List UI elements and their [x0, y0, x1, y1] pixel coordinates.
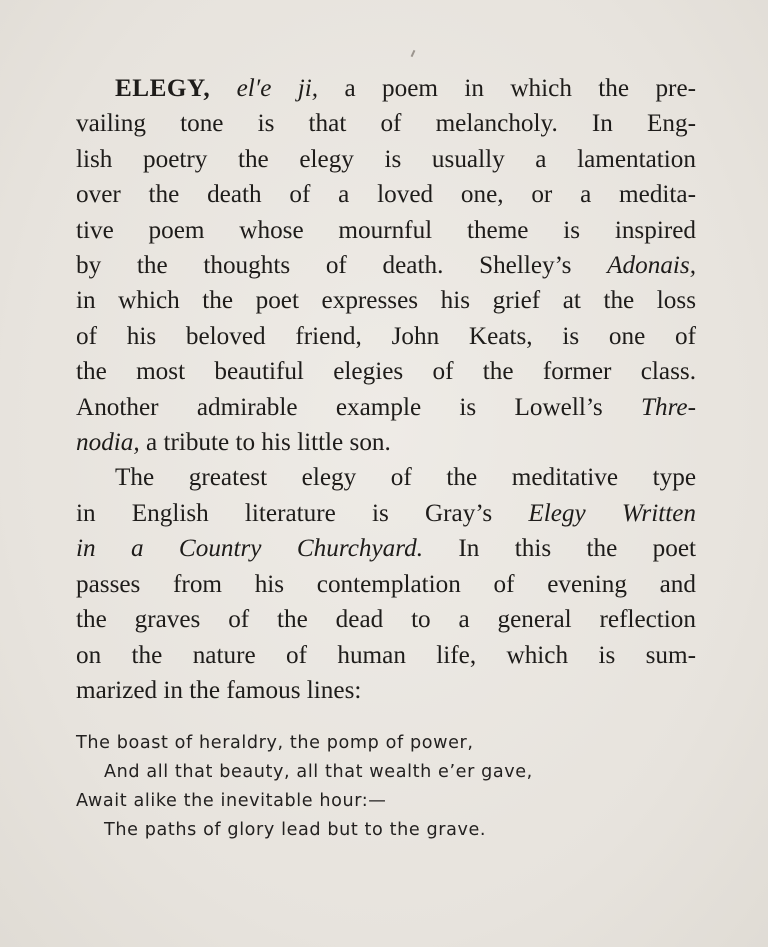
text-line: in which the poet expresses his grief at the loss — [76, 287, 696, 315]
text-line: in a Country Churchyard. In this the poet — [76, 535, 697, 563]
text-line: Another admirable example is Lowell’s Thre- — [76, 393, 697, 421]
text-line: marized in the famous lines: — [76, 676, 362, 704]
quoted-poem — [76, 729, 696, 845]
title-threnodia: Thre- — [640, 393, 697, 421]
text-line: the most beautiful elegies of the former class. — [76, 358, 696, 386]
encyclopedia-entry — [76, 71, 696, 845]
title-elegy-written: Elegy Written — [528, 499, 697, 527]
text-line: the graves of the dead to a general reflection — [76, 606, 696, 634]
text-line: of his beloved friend, John Keats, is one of — [76, 322, 696, 350]
headword: ELEGY, — [115, 75, 211, 102]
text-line: The greatest elegy of the meditative type — [115, 464, 696, 492]
paragraph-meditative — [76, 460, 696, 708]
text-line: nodia, a tribute to his little son. — [76, 429, 391, 457]
title-country-churchyard: in a Country Churchyard. — [76, 535, 424, 563]
text-line: by the thoughts of death. Shelley’s Adonais, — [76, 252, 697, 280]
paragraph-definition — [76, 71, 696, 460]
text-line: tive poem whose mournful theme is inspired — [76, 216, 696, 244]
text-line: on the nature of human life, which is sum- — [76, 641, 696, 669]
text-line: ELEGY, el′e ji, a poem in which the pre- — [115, 75, 697, 102]
poem-line: Await alike the inevitable hour:— — [76, 791, 387, 812]
text-line: vailing tone is that of melancholy. In Eng- — [76, 110, 696, 138]
text-line: over the death of a loved one, or a medita- — [76, 181, 696, 209]
text-line: lish poetry the elegy is usually a lamentation — [76, 145, 696, 173]
poem-line: And all that beauty, all that wealth e’er gave, — [104, 762, 533, 783]
poem-line: The boast of heraldry, the pomp of power, — [76, 733, 474, 754]
title-adonais: Adonais, — [607, 252, 697, 280]
pronunciation: el′e ji, — [236, 75, 319, 102]
paper-speck — [411, 50, 416, 57]
text-line: in English literature is Gray’s Elegy Written — [76, 499, 697, 527]
poem-line: The paths of glory lead but to the grave. — [104, 820, 487, 841]
text-line: passes from his contemplation of evening and — [76, 570, 696, 598]
title-threnodia-cont: nodia, — [76, 429, 140, 457]
